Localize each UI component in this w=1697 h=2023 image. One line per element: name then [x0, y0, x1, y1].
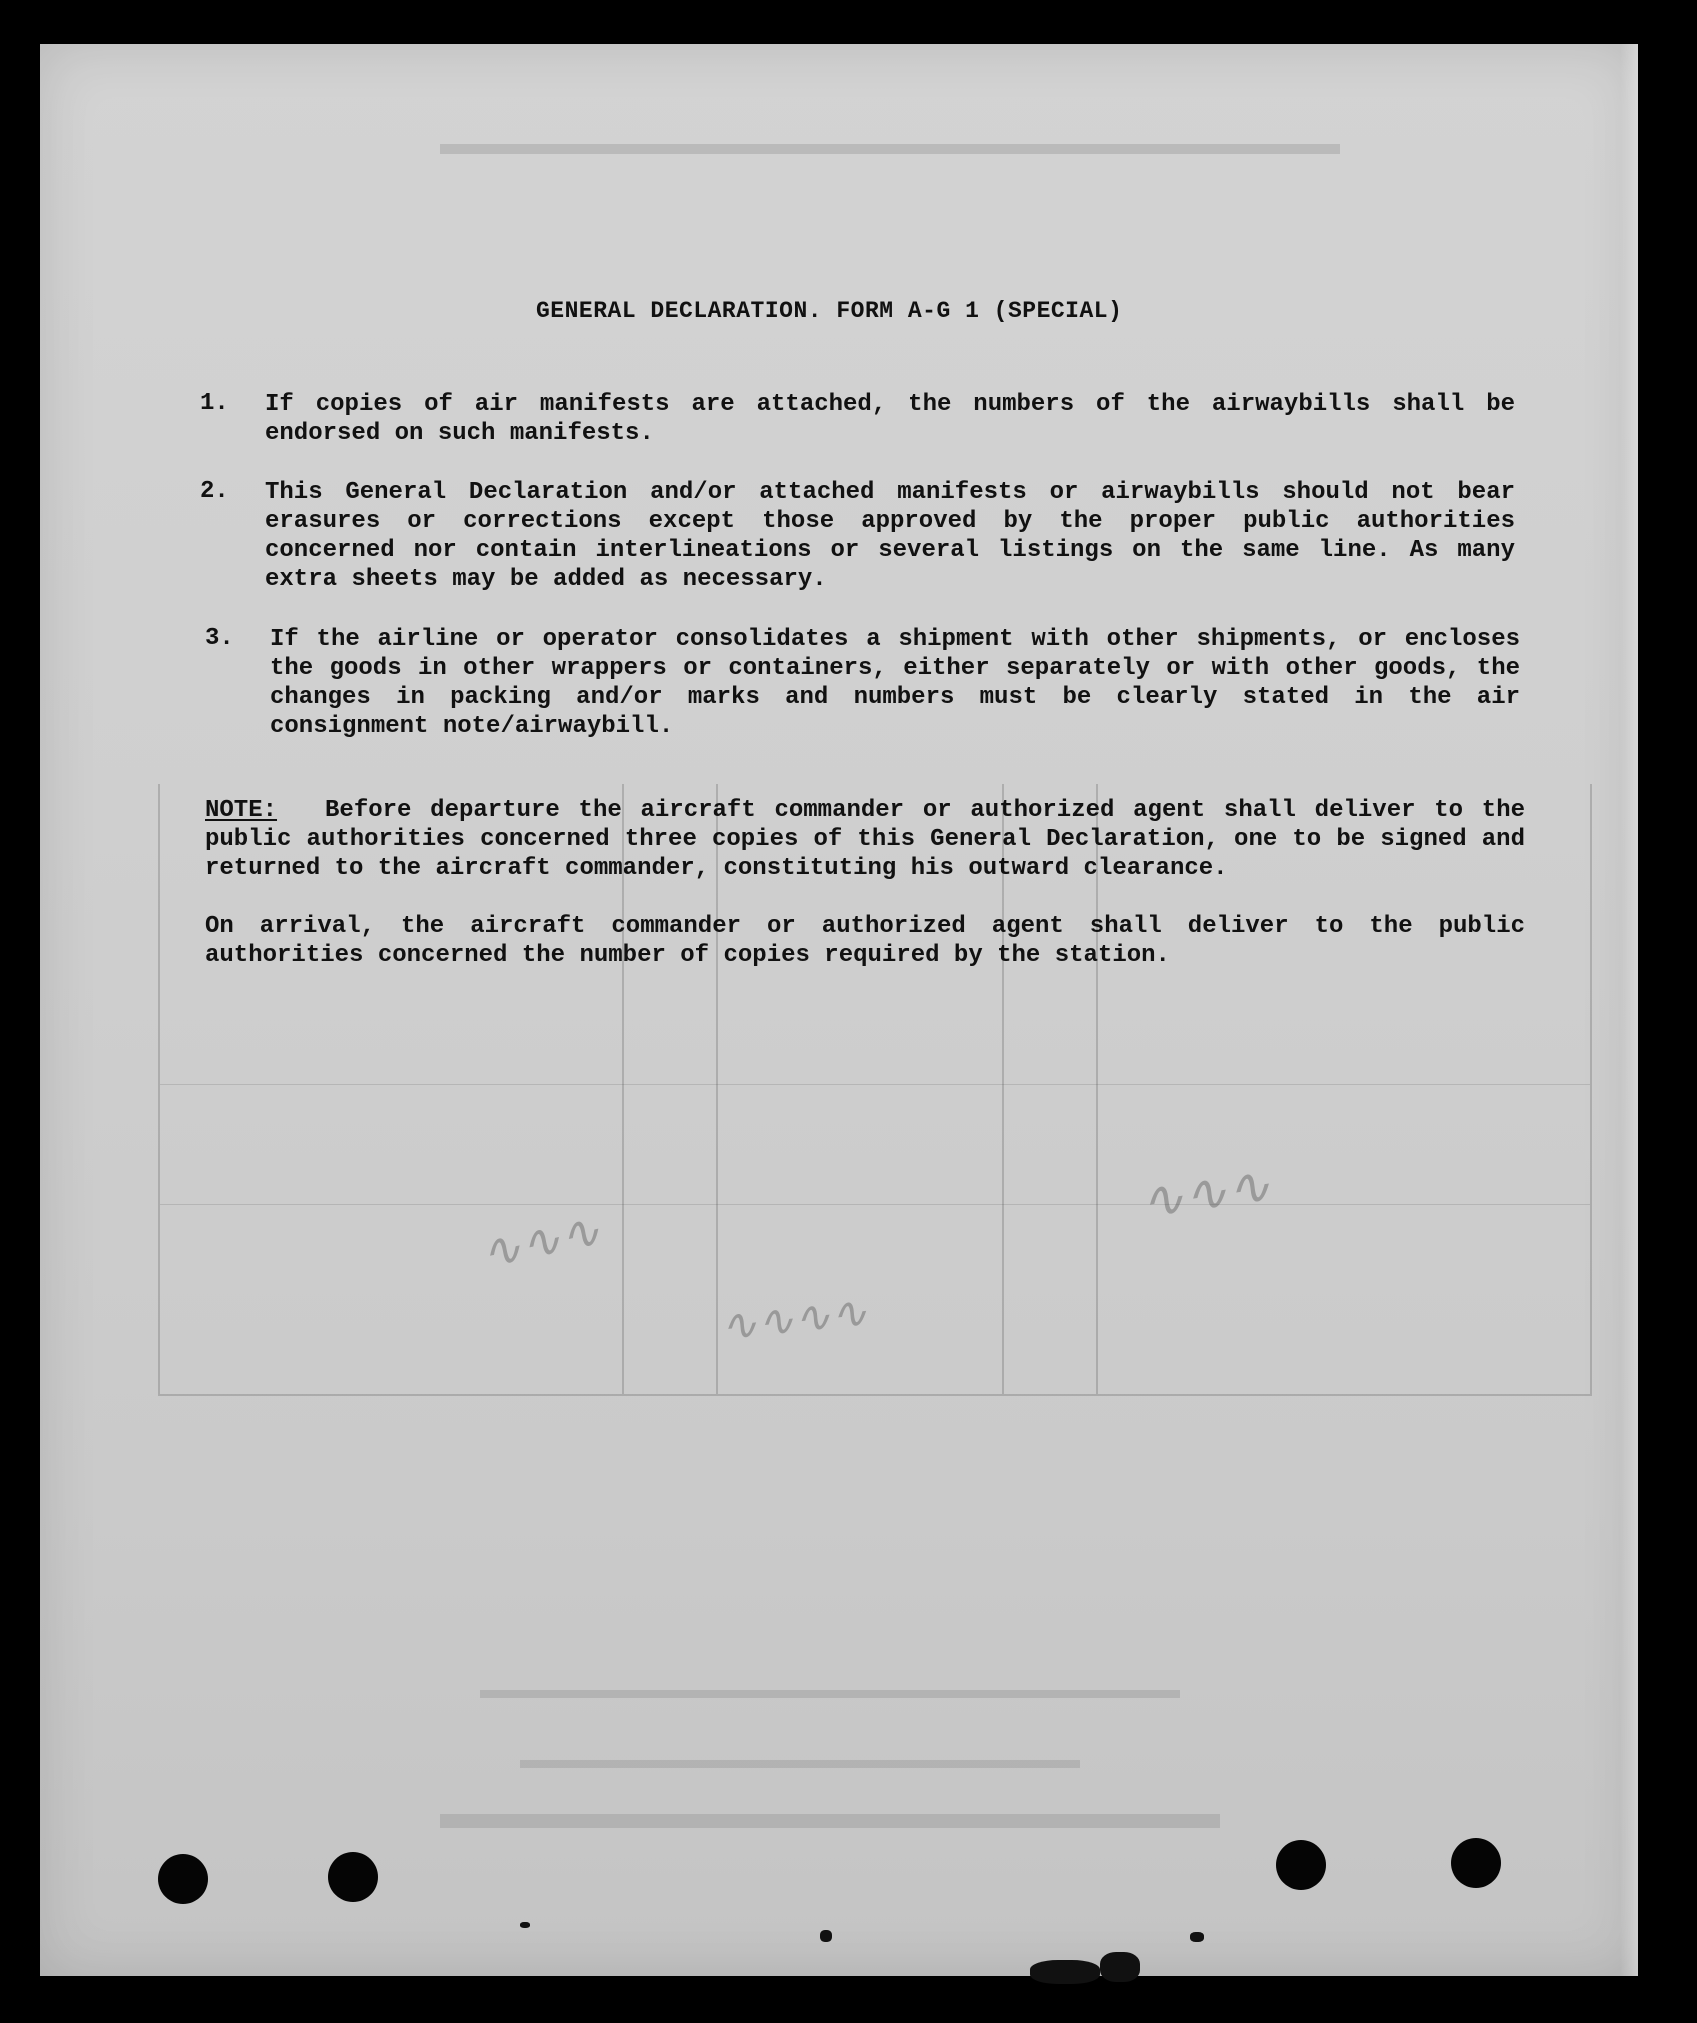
bleed-through-rule: [160, 1204, 1590, 1205]
edge-smudge: [820, 1930, 832, 1942]
bleed-through-heading: [440, 114, 1340, 154]
bleed-through-signature: ∿∿∿: [475, 1202, 606, 1282]
edge-smudge: [520, 1922, 530, 1928]
bleed-through-heading: [440, 1774, 1220, 1828]
item-text: If the airline or operator consolidates a shipment with other shipments, or encloses the goods in other wrappers or containers, either separately or with other goods, the changes in packing and/or marks and numbers must be clearly stated in the air consignment note/airwaybill.: [270, 626, 1520, 740]
document-title: GENERAL DECLARATION. FORM A-G 1 (SPECIAL): [536, 298, 1123, 324]
note-paragraph-1: Before departure the aircraft commander or authorized agent shall deliver to the public authorities concerned three copies of this General Declaration, one to be signed and returned to the aircraft commander, constituting his outward clearance.: [205, 797, 1525, 882]
edge-smudge: [1190, 1932, 1204, 1942]
punch-hole: [1451, 1838, 1501, 1888]
bleed-through-signature: ∿∿∿: [1136, 1155, 1275, 1233]
document-page: [40, 44, 1638, 1976]
punch-hole: [158, 1854, 208, 1904]
note-label: NOTE:: [205, 797, 278, 824]
note-paragraph: [205, 796, 1525, 883]
note-section: [205, 796, 1525, 970]
item-text: This General Declaration and/or attached manifests or airwaybills should not bear erasures or corrections except those approved by the proper public authorities concerned nor contain interlineations or several listings on the same line. As many extra sheets may be added as necessary.: [265, 479, 1515, 593]
bleed-through-rule: [160, 1084, 1590, 1085]
item-number: 2.: [200, 478, 229, 505]
note-paragraph-2: On arrival, the aircraft commander or authorized agent shall deliver to the public authorities concerned the number of copies required by the station.: [205, 913, 1525, 969]
edge-smudge: [1030, 1960, 1100, 1984]
edge-smudge: [1100, 1952, 1140, 1982]
item-text: If copies of air manifests are attached, the numbers of the airwaybills shall be endorsed on such manifests.: [265, 391, 1515, 447]
bleed-through-heading: [480, 1664, 1180, 1698]
bleed-through-heading: [520, 1734, 1080, 1768]
bleed-through-signature: ∿∿∿∿: [717, 1286, 870, 1353]
item-number: 3.: [205, 625, 234, 652]
punch-hole: [328, 1852, 378, 1902]
item-number: 1.: [200, 390, 229, 417]
punch-hole: [1276, 1840, 1326, 1890]
